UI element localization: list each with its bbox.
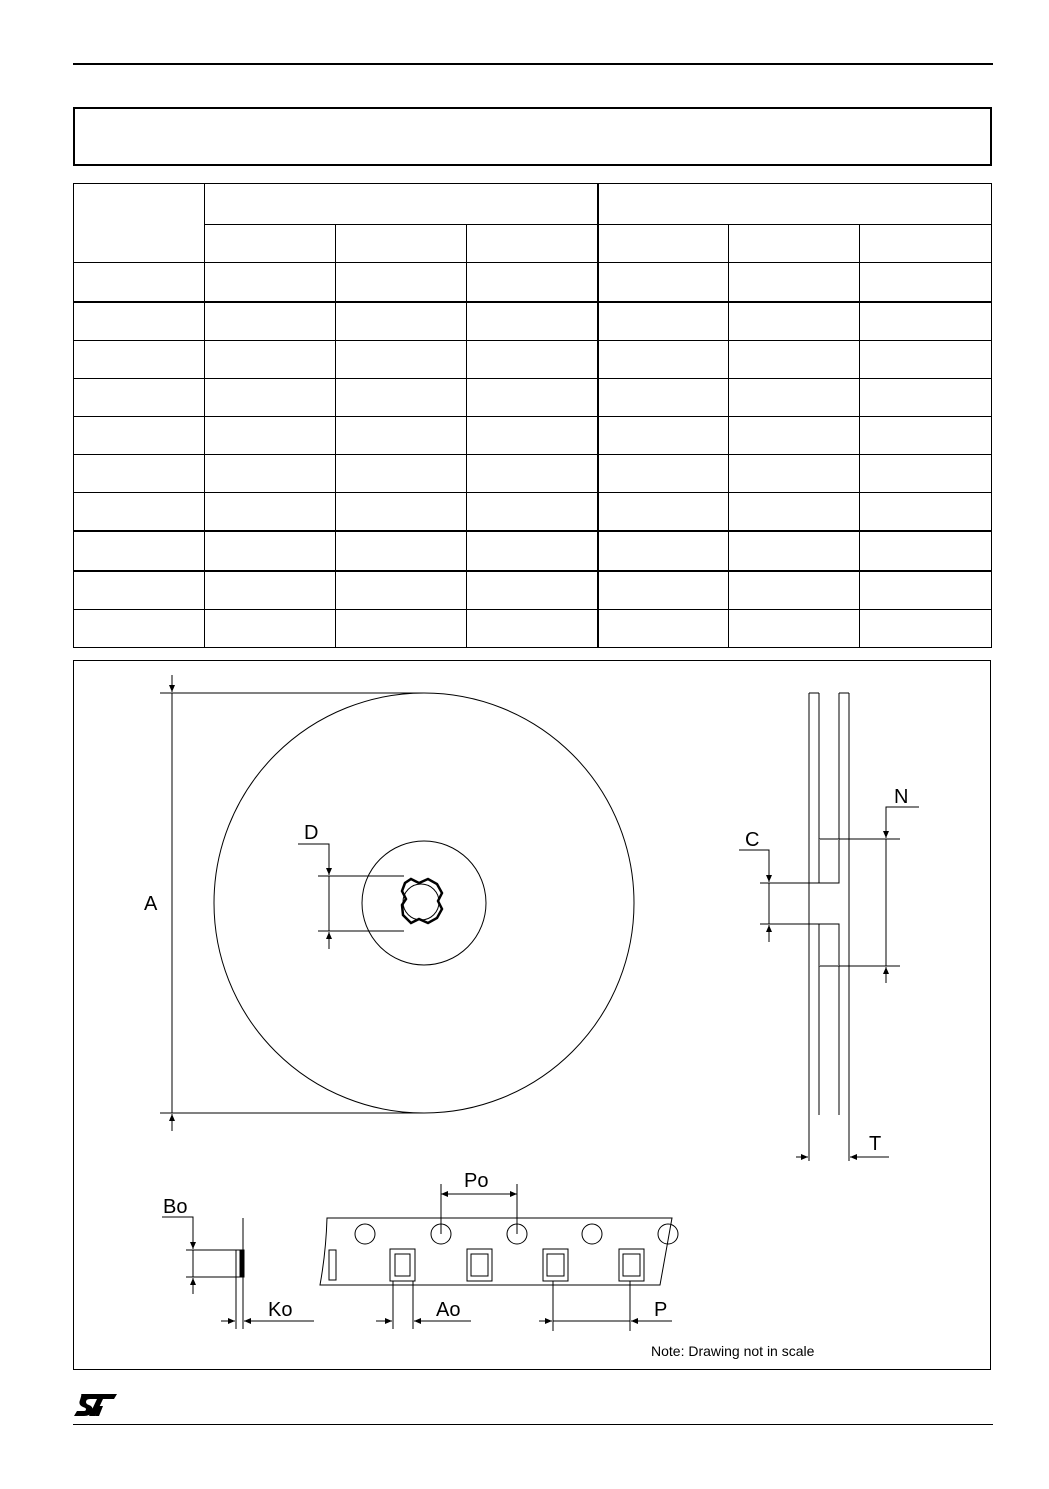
reel-drawing-frame bbox=[73, 660, 991, 1370]
table-cell bbox=[729, 609, 860, 647]
table-cell bbox=[598, 378, 729, 416]
table-cell bbox=[336, 493, 467, 532]
subheader-min bbox=[205, 225, 336, 263]
table-cell bbox=[74, 302, 205, 341]
table-cell bbox=[336, 609, 467, 647]
reel-side-view bbox=[809, 693, 849, 1161]
table-cell bbox=[336, 531, 467, 570]
table-cell bbox=[729, 493, 860, 532]
table-cell bbox=[598, 263, 729, 302]
table-cell bbox=[729, 340, 860, 378]
table-cell bbox=[860, 493, 992, 532]
table-row bbox=[74, 263, 992, 302]
table-cell bbox=[74, 340, 205, 378]
table-cell bbox=[336, 416, 467, 454]
dimension-N bbox=[839, 807, 919, 983]
table-cell bbox=[860, 416, 992, 454]
label-Po: Po bbox=[464, 1170, 489, 1192]
subheader-typ bbox=[729, 225, 860, 263]
dimension-C bbox=[739, 850, 819, 942]
label-A: A bbox=[144, 893, 158, 915]
table-cell bbox=[467, 493, 598, 532]
carrier-tape bbox=[320, 1218, 678, 1285]
label-T: T bbox=[869, 1133, 882, 1155]
table-cell bbox=[598, 416, 729, 454]
subheader-max bbox=[467, 225, 598, 263]
table-cell bbox=[860, 302, 992, 341]
table-cell bbox=[598, 302, 729, 341]
table-cell bbox=[467, 340, 598, 378]
header-group-inch bbox=[598, 184, 992, 225]
subheader-typ bbox=[336, 225, 467, 263]
subheader-max bbox=[860, 225, 992, 263]
table-row bbox=[74, 378, 992, 416]
table-row bbox=[74, 531, 992, 570]
label-N: N bbox=[894, 786, 909, 808]
label-P: P bbox=[654, 1299, 668, 1321]
table-cell bbox=[729, 531, 860, 570]
reel-drawing bbox=[74, 661, 990, 1369]
table-cell bbox=[205, 416, 336, 454]
table-cell bbox=[467, 455, 598, 493]
label-Bo: Bo bbox=[163, 1196, 188, 1218]
table-cell bbox=[74, 378, 205, 416]
table-cell bbox=[860, 609, 992, 647]
top-rule bbox=[73, 63, 993, 65]
table-cell bbox=[729, 455, 860, 493]
table-cell bbox=[74, 609, 205, 647]
table-cell bbox=[336, 302, 467, 341]
table-cell bbox=[336, 340, 467, 378]
table-cell bbox=[729, 302, 860, 341]
label-Ko: Ko bbox=[268, 1299, 293, 1321]
bottom-rule bbox=[73, 1424, 993, 1425]
table-cell bbox=[729, 378, 860, 416]
table-row bbox=[74, 571, 992, 610]
table-subheader-row bbox=[74, 225, 992, 263]
dimension-P bbox=[539, 1281, 672, 1331]
table-row bbox=[74, 493, 992, 532]
table-row bbox=[74, 609, 992, 647]
table-cell bbox=[860, 571, 992, 610]
table-row bbox=[74, 455, 992, 493]
table-cell bbox=[860, 378, 992, 416]
table-cell bbox=[467, 531, 598, 570]
table-cell bbox=[467, 378, 598, 416]
table-cell bbox=[205, 571, 336, 610]
table-cell bbox=[74, 416, 205, 454]
table-cell bbox=[74, 263, 205, 302]
table-cell bbox=[205, 531, 336, 570]
table-cell bbox=[467, 571, 598, 610]
table-cell bbox=[598, 455, 729, 493]
table-cell bbox=[74, 455, 205, 493]
table-cell bbox=[598, 340, 729, 378]
label-Ao: Ao bbox=[436, 1299, 461, 1321]
table-header-row bbox=[74, 184, 992, 225]
table-cell bbox=[205, 263, 336, 302]
table-cell bbox=[467, 416, 598, 454]
table-cell bbox=[860, 455, 992, 493]
drawing-note: Note: Drawing not in scale bbox=[651, 1343, 815, 1359]
table-title-box bbox=[73, 107, 992, 166]
table-cell bbox=[467, 609, 598, 647]
subheader-min bbox=[598, 225, 729, 263]
table-cell bbox=[205, 302, 336, 341]
table-cell bbox=[336, 378, 467, 416]
table-cell bbox=[336, 571, 467, 610]
table-cell bbox=[74, 571, 205, 610]
table-cell bbox=[729, 571, 860, 610]
table-cell bbox=[467, 263, 598, 302]
label-C: C bbox=[745, 829, 760, 851]
table-cell bbox=[336, 455, 467, 493]
table-cell bbox=[598, 493, 729, 532]
header-group-mm bbox=[205, 184, 598, 225]
table-cell bbox=[74, 531, 205, 570]
table-cell bbox=[467, 302, 598, 341]
header-dim bbox=[74, 184, 205, 263]
label-D: D bbox=[304, 822, 319, 844]
table-cell bbox=[205, 609, 336, 647]
dimension-D bbox=[298, 844, 404, 949]
st-logo bbox=[73, 1392, 119, 1418]
table-cell bbox=[74, 493, 205, 532]
table-cell bbox=[205, 455, 336, 493]
table-cell bbox=[729, 263, 860, 302]
table-cell bbox=[860, 531, 992, 570]
table-cell bbox=[598, 609, 729, 647]
reel-dimensions-table bbox=[73, 183, 992, 648]
table-row bbox=[74, 416, 992, 454]
table-cell bbox=[598, 531, 729, 570]
table-cell bbox=[205, 340, 336, 378]
table-cell bbox=[205, 493, 336, 532]
table-cell bbox=[729, 416, 860, 454]
table-cell bbox=[598, 571, 729, 610]
reel-front-view bbox=[214, 693, 634, 1113]
table-cell bbox=[860, 340, 992, 378]
table-cell bbox=[860, 263, 992, 302]
table-cell bbox=[336, 263, 467, 302]
table-row bbox=[74, 340, 992, 378]
table-cell bbox=[205, 378, 336, 416]
table-row bbox=[74, 302, 992, 341]
dimension-A bbox=[160, 675, 424, 1131]
